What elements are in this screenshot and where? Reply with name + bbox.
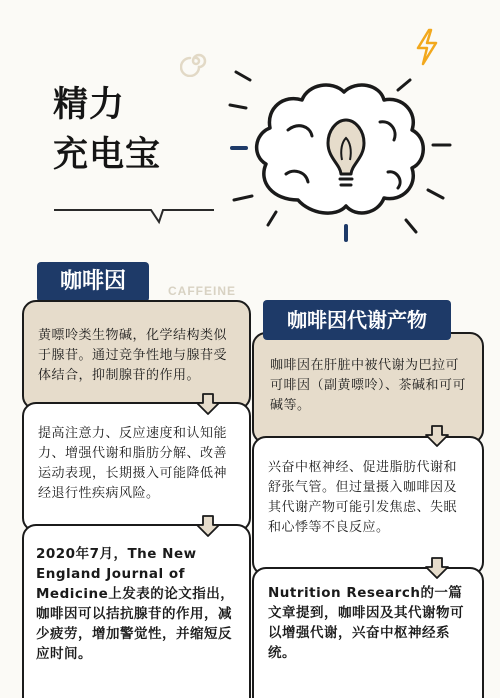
- title-line-1: 精力: [53, 85, 126, 125]
- down-arrow-icon: [195, 514, 221, 538]
- down-arrow-icon: [195, 392, 221, 416]
- down-arrow-icon: [424, 556, 450, 580]
- swirl-doodle-icon: [180, 45, 212, 77]
- caffeine-header: 咖啡因: [37, 262, 149, 302]
- metabolite-study-card: [252, 567, 484, 698]
- down-arrow-icon: [424, 424, 450, 448]
- title-line-2: 充电宝: [53, 135, 162, 175]
- caffeine-benefits-text: 提高注意力、反应速度和认知能力、增强代谢和脂肪分解、改善运动表现，长期摄入可能降低神经退行性疾病风险。: [38, 426, 228, 501]
- caffeine-en-label: CAFFEINE: [168, 284, 236, 298]
- metabolite-effects-text: 兴奋中枢神经、促进脂肪代谢和舒张气管。但过量摄入咖啡因及其代谢产物可能引发焦虑、失眠和心悸等不良反应。: [268, 460, 458, 535]
- metabolite-study-text: Nutrition Research的一篇文章提到，咖啡因及其代谢物可以增强代谢，兴奋中枢神经系统。: [268, 585, 464, 661]
- caffeine-benefits-card: [22, 402, 251, 532]
- metabolite-definition-text: 咖啡因在肝脏中被代谢为巴拉可可啡因（副黄嘌呤）、茶碱和可可碱等。: [270, 358, 467, 413]
- caffeine-study-text: 2020年7月，The New England Journal of Medicine上发表的论文指出，咖啡因可以拮抗腺苷的作用，减少疲劳，增加警觉性，并缩短反应时间。: [36, 546, 235, 662]
- caffeine-study-card: [22, 524, 251, 698]
- metabolite-header: 咖啡因代谢产物: [263, 300, 451, 340]
- speech-underline-icon: [54, 200, 214, 230]
- caffeine-definition-text: 黄嘌呤类生物碱，化学结构类似于腺苷。通过竞争性地与腺苷受体结合，抑制腺苷的作用。: [38, 328, 228, 383]
- metabolite-effects-card: [252, 436, 484, 576]
- brain-bulb-icon: [228, 50, 478, 250]
